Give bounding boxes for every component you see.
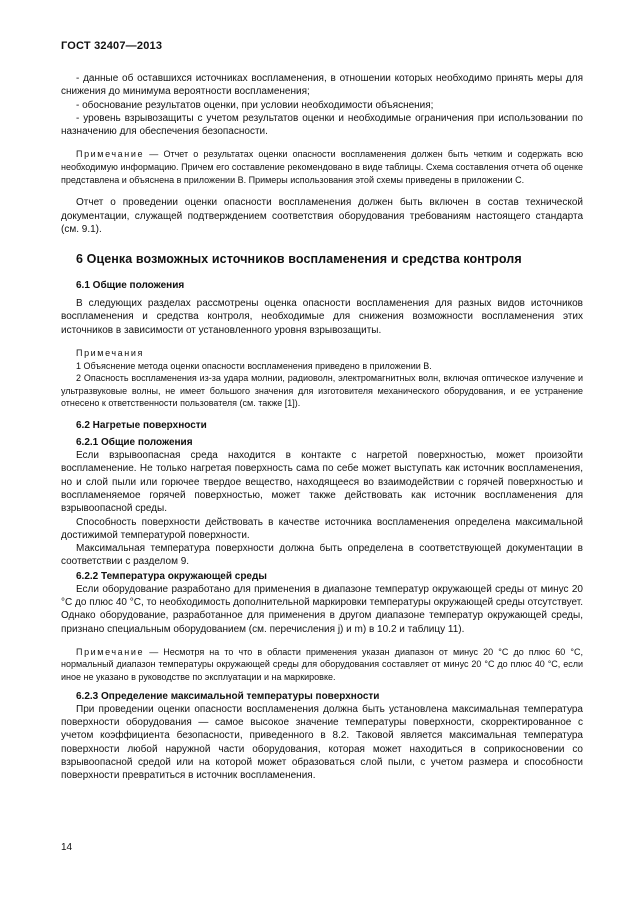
paragraph: Если оборудование разработано для применения в диапазоне температур окружающей среды от минус 20 °С до плюс 40 °С, то необходимость дополнительной маркировки температуры окружающей среды отсутствует. Однако оборудование, разработанное для применения в другом диапазоне температур окружающей среды, признано специальным оборудованием (см. перечисления j) и m) в 10.2 и таблицу 11).: [61, 583, 583, 635]
list-item: - уровень взрывозащиты с учетом результатов оценки и необходимые ограничения при использовании по назначению для обеспечения безопасности.: [61, 112, 583, 138]
list-item: - обоснование результатов оценки, при условии необходимости объяснения;: [76, 99, 434, 111]
page-number: 14: [61, 842, 73, 853]
note-item: 1 Объяснение метода оценки опасности воспламенения приведено в приложении В.: [76, 360, 432, 371]
notes-label: Примечания: [76, 348, 144, 359]
paragraph: Максимальная температура поверхности должна быть определена в соответствующей документации в соответствии с разделом 9.: [61, 543, 583, 568]
list-item: - данные об оставшихся источниках воспламенения, в отношении которых необходимо принять меры для снижения до минимума вероятности воспламенения;: [61, 73, 583, 98]
section-6-2-3-title: 6.2.3 Определение максимальной температуры поверхности: [76, 690, 380, 702]
section-6-2-2-title: 6.2.2 Температура окружающей среды: [76, 570, 267, 582]
document-page: [61, 40, 583, 782]
paragraph: При проведении оценки опасности воспламенения должна быть установлена максимальная температура поверхности оборудования — самое высокое значение температуры поверхности, скорректированное с учетом коэффициента безопасности, приведенного в 8.2. Таковой является максимальная температура поверхности любой наружной части оборудования, которая может находиться в соприкосновении со взрывоопасной средой или на которой может образоваться слой пыли, с учетом размера и способности поверхности превратиться в источник воспламенения.: [61, 703, 583, 782]
report-paragraph: Отчет о проведении оценки опасности воспламенения должен быть включен в состав технической документации, служащей подтверждением соответствия оборудования требованиям настоящего стандарта (см. 9.1).: [61, 197, 583, 235]
section-6-2-title: 6.2 Нагретые поверхности: [76, 420, 207, 432]
section-6-1-title: 6.1 Общие положения: [76, 280, 185, 292]
note-label: Примечание: [76, 646, 145, 657]
note-text: — Отчет о результатах оценки опасности воспламенения должен быть четким и содержать всю необходимую информацию. Причем его составление рекомендовано в виде таблицы. Схема составления отчета об оценке представлена и объяснена в приложении В. Примеры использования этой схемы приведены в приложении С.: [61, 149, 583, 185]
note-text: — Несмотря на то что в области применения указан диапазон от минус 20 °С до плюс 60 °С, нормальный диапазон температуры окружающей среды для оборудования составляет от минус 20 °С до плюс 40 °С, если иное не указано в руководстве по эксплуатации и на маркировке.: [61, 646, 583, 683]
section-6-1-paragraph: В следующих разделах рассмотрены оценка опасности воспламенения для разных видов источников воспламенения и средства контроля, необходимые для снижения возможности воспламенения этих источников в зависимости от установленного уровня взрывозащиты.: [61, 298, 583, 336]
section-6-2-1-title: 6.2.1 Общие положения: [76, 437, 193, 449]
note-paragraph: [61, 646, 583, 684]
note-paragraph: [61, 148, 583, 186]
note-item: 2 Опасность воспламенения из-за удара молнии, радиоволн, электромагнитных волн, включая оптическое излучение и ультразвуковые волны, не имеет большого значения для изготовителя механического оборудования, и ее устранение отнесено к ответственности пользователя (см. также [1]).: [61, 373, 583, 409]
paragraph: Если взрывоопасная среда находится в контакте с нагретой поверхностью, может произойти воспламенение. Не только нагретая поверхность сама по себе может выступать как источник воспламенения, но и слой пыли или горючее твердое вещество, находящееся во взаимодействии с горячей поверхностью и воспламеняемое горячей поверхностью, может также действовать как источник воспламенения для взрывоопасной среды.: [61, 450, 583, 515]
section-6-title: 6 Оценка возможных источников воспламенения и средства контроля: [76, 252, 522, 267]
document-header: ГОСТ 32407—2013: [61, 40, 163, 52]
paragraph: Способность поверхности действовать в качестве источника воспламенения определена максимальной достижимой температурой поверхности.: [61, 516, 583, 541]
note-label: Примечание: [76, 149, 145, 160]
